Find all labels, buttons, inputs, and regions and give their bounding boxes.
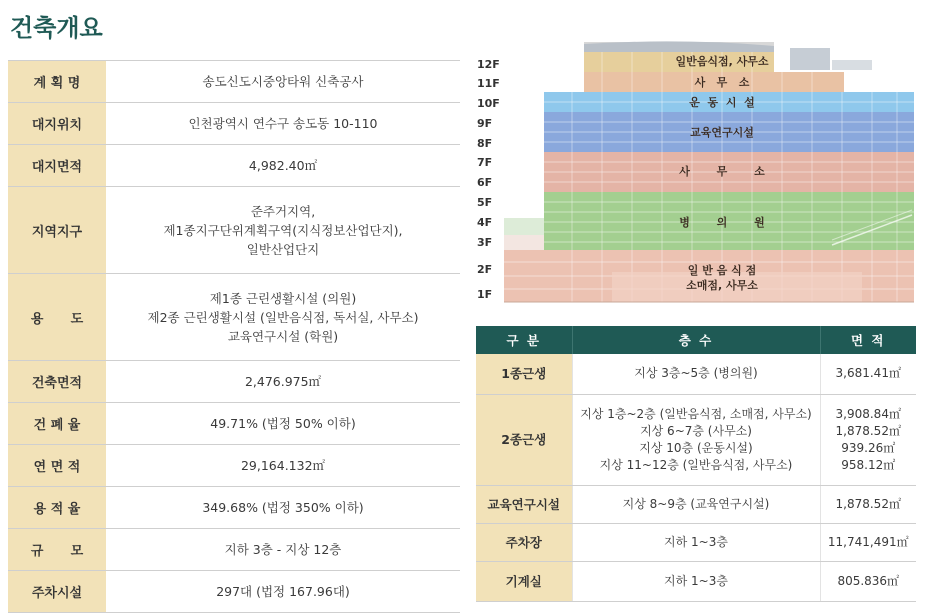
floor-label: 8F: [477, 137, 493, 150]
overview-row: [8, 445, 460, 487]
overview-row: [8, 361, 460, 403]
table-row: [476, 354, 916, 394]
floor-label: 1F: [477, 288, 493, 301]
overview-label: 건축면적: [8, 361, 106, 403]
overview-label: 지역지구: [8, 187, 106, 274]
page-title: 건축개요: [10, 14, 103, 42]
row-floors: 지상 3층~5층 (병의원): [572, 354, 820, 394]
zone-label: 일 반 음 식 점: [687, 264, 757, 277]
overview-label: 대지위치: [8, 103, 106, 145]
row-label: 기계실: [476, 561, 572, 601]
overview-value: 297대 (법정 167.96대): [106, 571, 460, 613]
overview-row: [8, 103, 460, 145]
overview-row: [8, 487, 460, 529]
header-area: 면 적: [820, 326, 916, 354]
table-row: [476, 561, 916, 601]
zone-label: 소매점, 사무소: [686, 279, 758, 292]
floor-label: 3F: [477, 236, 493, 249]
header-category: 구 분: [476, 326, 572, 354]
overview-value: 2,476.975㎡: [106, 361, 460, 403]
overview-row: [8, 187, 460, 274]
floor-label: 5F: [477, 196, 493, 209]
row-label: 1종근생: [476, 354, 572, 394]
overview-label: 용 적 율: [8, 487, 106, 529]
floor-label: 4F: [477, 216, 493, 229]
row-area: 11,741,491㎡: [820, 523, 916, 561]
table-row: [476, 485, 916, 523]
overview-row: [8, 529, 460, 571]
overview-label: 주차시설: [8, 571, 106, 613]
row-label: 주차장: [476, 523, 572, 561]
header-floors: 층 수: [572, 326, 820, 354]
floor-area-table: [476, 326, 916, 602]
overview-row: [8, 403, 460, 445]
zone-label: 일반음식점, 사무소: [675, 55, 769, 68]
overview-label: 규 모: [8, 529, 106, 571]
overview-label: 대지면적: [8, 145, 106, 187]
row-floors: 지하 1~3층: [572, 523, 820, 561]
row-floors: 지상 1층~2층 (일반음식점, 소매점, 사무소) 지상 6~7층 (사무소) 지상 10층 (운동시설) 지상 11~12층 (일반음식점, 사무소): [572, 394, 820, 485]
floor-label: 7F: [477, 156, 493, 169]
zone-label: 병 의 원: [679, 216, 765, 229]
floor-label: 11F: [477, 77, 500, 90]
building-section-diagram: [472, 40, 922, 305]
table-header-row: [476, 326, 916, 354]
overview-row: [8, 61, 460, 103]
row-area: 1,878.52㎡: [820, 485, 916, 523]
floor-label: 10F: [477, 97, 500, 110]
overview-value: 지하 3층 - 지상 12층: [106, 529, 460, 571]
overview-value: 송도신도시중앙타워 신축공사: [106, 61, 460, 103]
row-area: 3,681.41㎡: [820, 354, 916, 394]
floor-label: 12F: [477, 58, 500, 71]
row-floors: 지상 8~9층 (교육연구시설): [572, 485, 820, 523]
overview-value: 29,164.132㎡: [106, 445, 460, 487]
row-label: 2종근생: [476, 394, 572, 485]
zone-label: 사 무 소: [694, 76, 750, 89]
overview-label: 연 면 적: [8, 445, 106, 487]
table-row: [476, 523, 916, 561]
zone-label: 사 무 소: [679, 165, 765, 178]
overview-row: [8, 274, 460, 361]
row-area: 805.836㎡: [820, 561, 916, 601]
overview-label: 건 폐 율: [8, 403, 106, 445]
row-area: 3,908.84㎡ 1,878.52㎡ 939.26㎡ 958.12㎡: [820, 394, 916, 485]
zone-label: 교육연구시설: [690, 126, 754, 139]
zone-label: 운 동 시 설: [689, 96, 755, 109]
overview-value: 4,982.40㎡: [106, 145, 460, 187]
row-floors: 지하 1~3층: [572, 561, 820, 601]
overview-label: 계 획 명: [8, 61, 106, 103]
overview-value: 제1종 근린생활시설 (의원) 제2종 근린생활시설 (일반음식점, 독서실, 사무소) 교육연구시설 (학원): [106, 274, 460, 361]
floor-label: 6F: [477, 176, 493, 189]
floor-label: 2F: [477, 263, 493, 276]
overview-value: 준주거지역, 제1종지구단위계획구역(지식정보산업단지), 일반산업단지: [106, 187, 460, 274]
overview-value: 인천광역시 연수구 송도동 10-110: [106, 103, 460, 145]
floor-label: 9F: [477, 117, 493, 130]
overview-value: 349.68% (법정 350% 이하): [106, 487, 460, 529]
overview-table: [8, 60, 460, 613]
overview-value: 49.71% (법정 50% 이하): [106, 403, 460, 445]
overview-label: 용 도: [8, 274, 106, 361]
overview-row: [8, 145, 460, 187]
table-row: [476, 394, 916, 485]
row-label: 교육연구시설: [476, 485, 572, 523]
overview-row: [8, 571, 460, 613]
